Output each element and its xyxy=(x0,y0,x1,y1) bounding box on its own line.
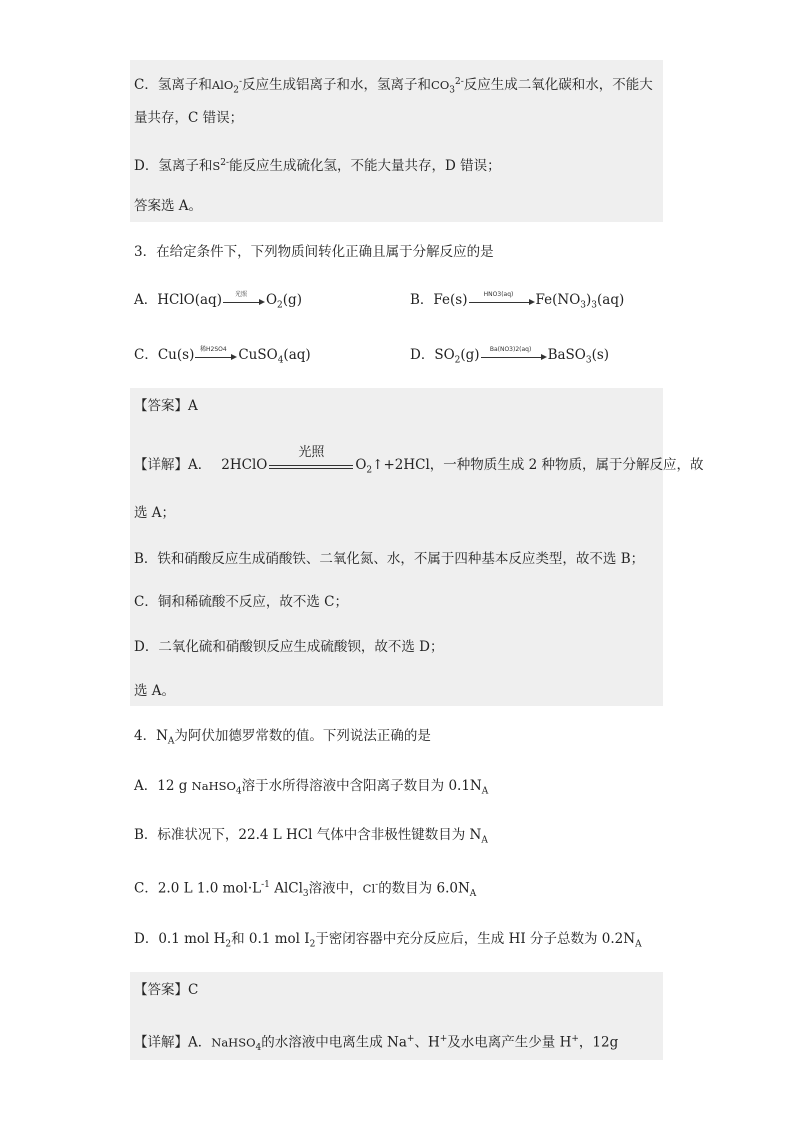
reactant: Cu(s) xyxy=(157,347,195,363)
reactant: SO xyxy=(434,347,455,363)
equals-sign xyxy=(267,445,355,477)
q2-option-c-line1 xyxy=(134,72,653,100)
superscript: -1 xyxy=(261,880,270,890)
reactant: Fe(s) xyxy=(433,292,468,308)
text: 溶于水所得溶液中含阳离子数目为 0.1N xyxy=(241,778,482,794)
reaction-condition: 稀H2SO4 xyxy=(200,345,227,353)
subscript: 2 xyxy=(225,939,232,950)
q3-option-d xyxy=(410,345,609,371)
text: 能反应生成硫化氢，不能大量共存，D 错误； xyxy=(229,157,501,174)
q4-option-b xyxy=(134,825,488,851)
text: 4．N xyxy=(134,728,168,744)
text: 反应生成二氧化碳和水，不能大 xyxy=(463,76,653,93)
q3-detail-a xyxy=(134,445,704,481)
equation-product: ↑+2HCl xyxy=(372,457,430,473)
chloride-ion: Cl xyxy=(362,881,376,896)
subscript: 2 xyxy=(454,355,461,366)
reaction-arrow xyxy=(481,345,547,363)
ion-charge: 2- xyxy=(220,158,229,168)
equation-product: O xyxy=(355,457,367,473)
ion-charge: - xyxy=(239,77,243,87)
q4-option-a xyxy=(134,776,488,802)
sulfide-ion xyxy=(212,159,229,173)
q3-answer: 【答案】A xyxy=(134,398,198,414)
text: 的水溶液中电离生成 Na xyxy=(261,1034,407,1051)
text: D．氢离子和 xyxy=(134,157,213,174)
subscript: 2 xyxy=(309,939,316,950)
ion-text: AlO xyxy=(211,77,234,92)
aluminate-ion xyxy=(211,77,243,96)
option-label: A． xyxy=(134,292,158,308)
ion-charge: - xyxy=(375,880,379,890)
text: 【详解】A． xyxy=(134,1034,212,1051)
text: ，12g xyxy=(578,1034,619,1051)
q2-option-d xyxy=(134,153,501,176)
subscript: A xyxy=(481,835,488,846)
text: 于密闭容器中充分反应后，生成 HI 分子总数为 0.2N xyxy=(315,931,636,947)
subscript: 4 xyxy=(277,355,284,366)
text: 溶液中， xyxy=(308,880,363,897)
subscript: 3 xyxy=(591,300,598,311)
product: BaSO xyxy=(547,347,586,363)
ion-charge: 2- xyxy=(455,77,464,87)
q3-option-b xyxy=(410,290,624,316)
ion-charge: + xyxy=(406,1034,415,1044)
ion-subscript: 3 xyxy=(449,85,456,96)
subscript: 3 xyxy=(580,300,587,311)
reactant: HClO(aq) xyxy=(157,292,222,308)
reaction-condition: Ba(NO3)2(aq) xyxy=(489,345,532,353)
subscript: A xyxy=(635,939,642,950)
ion-charge: + xyxy=(571,1034,579,1044)
state: (aq) xyxy=(597,292,625,308)
q3-detail-a-line2: 选 A； xyxy=(134,505,176,521)
option-label: D． xyxy=(410,347,435,363)
reaction-arrow xyxy=(223,290,265,308)
formula: H xyxy=(213,931,226,947)
text: B．标准状况下，22.4 L HCl 气体中含非极性键数目为 N xyxy=(134,827,482,843)
text: 和 0.1 mol I xyxy=(231,931,310,947)
text: C．氢离子和 xyxy=(134,76,212,93)
product: CuSO xyxy=(238,347,278,363)
ion-charge: + xyxy=(439,1034,448,1044)
ion-subscript: 2 xyxy=(233,85,239,96)
q3-detail-c: C．铜和稀硫酸不反应，故不选 C； xyxy=(134,594,348,610)
state: (g) xyxy=(460,347,480,363)
text: 及水电离产生少量 H xyxy=(447,1034,572,1051)
q4-option-d xyxy=(134,929,642,955)
product: Fe(NO xyxy=(535,292,581,308)
q3-detail-end: 选 A。 xyxy=(134,683,176,699)
option-label: C． xyxy=(134,347,158,363)
q3-detail-d: D．二氧化硫和硝酸钡反应生成硫酸钡，故不选 D； xyxy=(134,639,444,655)
q4-answer: 【答案】C xyxy=(134,982,199,998)
subscript: 2 xyxy=(277,300,283,311)
text: 、H xyxy=(414,1034,440,1051)
formula: NaHSO xyxy=(191,779,236,793)
text: C．2.0 L 1.0 mol·L xyxy=(134,880,262,897)
ion-text: S xyxy=(212,158,221,173)
text: D．0.1 mol xyxy=(134,931,214,947)
reaction-condition: HNO3(aq) xyxy=(483,290,514,298)
subscript: 3 xyxy=(585,355,592,366)
product: O xyxy=(265,292,278,308)
reaction-arrow xyxy=(469,290,535,308)
q4-stem xyxy=(134,726,431,752)
subscript: 4 xyxy=(235,786,242,797)
q4-detail-a xyxy=(134,1029,618,1058)
subscript: 3 xyxy=(302,889,309,900)
equation-reactant: 2HClO xyxy=(221,457,268,473)
state: (g) xyxy=(282,292,302,308)
subscript: A xyxy=(469,889,477,900)
product: ) xyxy=(586,292,592,308)
text: A．12 g xyxy=(134,778,192,794)
reaction-arrow xyxy=(195,345,237,363)
q3-stem: 3．在给定条件下，下列物质间转化正确且属于分解反应的是 xyxy=(134,244,494,260)
reaction-condition: 光照 xyxy=(234,290,247,298)
carbonate-ion xyxy=(431,77,464,96)
state: (s) xyxy=(591,347,610,363)
text: 的数目为 6.0N xyxy=(378,880,470,897)
q3-option-c xyxy=(134,345,311,371)
formula: NaHSO xyxy=(211,1035,256,1050)
text: 【详解】A． xyxy=(134,457,212,473)
formula: AlCl xyxy=(269,880,303,897)
q3-detail-b: B．铁和硝酸反应生成硝酸铁、二氧化氮、水，不属于四种基本反应类型，故不选 B； xyxy=(134,551,645,567)
equation-condition: 光照 xyxy=(298,445,325,460)
q2-option-c-line2: 量共存，C 错误； xyxy=(134,110,244,126)
q3-option-a xyxy=(134,290,302,316)
solution-block-q3 xyxy=(130,388,663,706)
subscript: A xyxy=(167,736,175,747)
ion-text: CO xyxy=(431,77,450,92)
option-label: B． xyxy=(410,292,434,308)
subscript: 2 xyxy=(366,465,373,476)
q2-answer-line: 答案选 A。 xyxy=(134,198,203,214)
text: ，一种物质生成 2 种物质，属于分解反应，故 xyxy=(429,457,704,473)
q4-option-c xyxy=(134,875,476,904)
subscript: A xyxy=(481,786,489,797)
text: 反应生成铝离子和水，氢离子和 xyxy=(242,76,432,93)
state: (aq) xyxy=(283,347,311,363)
subscript: 4 xyxy=(255,1043,262,1054)
text: 为阿伏加德罗常数的值。下列说法正确的是 xyxy=(174,728,431,744)
